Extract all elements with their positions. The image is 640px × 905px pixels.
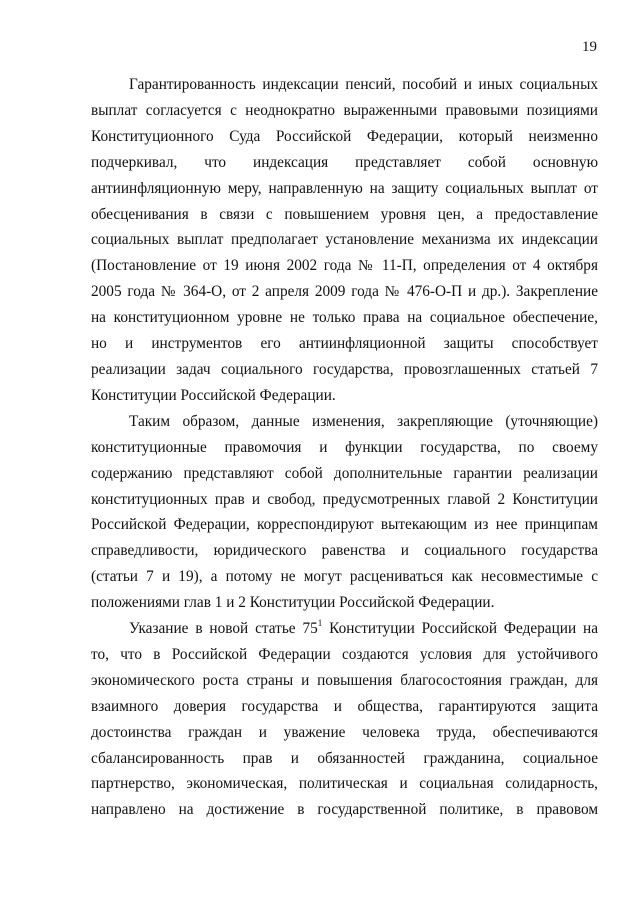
text-line: Гарантированность индексации пенсий, пособий и иных социальных <box>129 76 598 93</box>
text-line: на конституционном уровне не только права на социальное обеспечение, <box>91 309 598 327</box>
text-line: партнерство, экономическая, политическая и социальная солидарность, <box>91 775 598 793</box>
text-line: выплат согласуется с неоднократно выраженными правовыми позициями <box>91 101 598 119</box>
text-line: 2005 года № 364-О, от 2 апреля 2009 года № 476-О-П и др.). Закрепление <box>91 283 598 301</box>
text-line: реализации задач социального государства, провозглашенных статьей 7 <box>91 360 598 378</box>
text-line: Российской Федерации, корреспондируют вытекающим из нее принципам <box>91 516 598 534</box>
text-line: взаимного доверия государства и общества, гарантируются защита <box>91 697 598 715</box>
text-line: направлено на достижение в государственной политике, в правовом <box>91 801 598 819</box>
text-line: конституционные правомочия и функции государства, по своему <box>91 438 598 456</box>
text-line: экономического роста страны и повышения благосостояния граждан, для <box>91 671 598 689</box>
text-line: конституционных прав и свобод, предусмотренных главой 2 Конституции <box>91 490 598 508</box>
article-superscript: 1 <box>317 617 323 628</box>
text-line: Конституции Российской Федерации. <box>91 386 336 404</box>
page-number: 19 <box>582 39 597 55</box>
text-line: но и инструментов его антиинфляционной защиты способствует <box>91 335 598 353</box>
text-fragment: Указание в новой статье 75 <box>129 620 318 638</box>
text-line: антиинфляционную меру, направленную на защиту социальных выплат от <box>91 179 598 197</box>
text-line: подчеркивал, что индексация представляет собой основную <box>91 153 598 171</box>
text-line: содержанию представляют собой дополнительные гарантии реализации <box>91 464 598 482</box>
paragraph-2 <box>91 409 598 616</box>
text-line: Таким образом, данные изменения, закрепляющие (уточняющие) <box>129 412 598 430</box>
text-line: обесценивания в связи с повышением уровня цен, а предоставление <box>91 205 598 223</box>
text-line: то, что в Российской Федерации создаются условия для устойчивого <box>91 645 598 663</box>
text-line <box>91 616 598 642</box>
text-line: достоинства граждан и уважение человека труда, обеспечиваются <box>91 723 598 741</box>
text-line: сбалансированность прав и обязанностей гражданина, социальное <box>91 749 598 767</box>
text-line: (Постановление от 19 июня 2002 года № 11-П, определения от 4 октября <box>91 257 598 275</box>
text-fragment: Конституции Российской Федерации на <box>322 620 598 638</box>
paragraph-1 <box>91 72 598 409</box>
text-line: положениями глав 1 и 2 Конституции Российской Федерации. <box>91 594 495 612</box>
text-line: (статьи 7 и 19), а потому не могут расцениваться как несовместимые с <box>91 568 598 586</box>
text-line: Конституционного Суда Российской Федерации, который неизменно <box>91 127 598 145</box>
paragraph-3 <box>91 616 598 823</box>
document-body <box>91 72 598 823</box>
text-line: социальных выплат предполагает установление механизма их индексации <box>91 231 598 249</box>
text-line: справедливости, юридического равенства и социального государства <box>91 542 598 560</box>
